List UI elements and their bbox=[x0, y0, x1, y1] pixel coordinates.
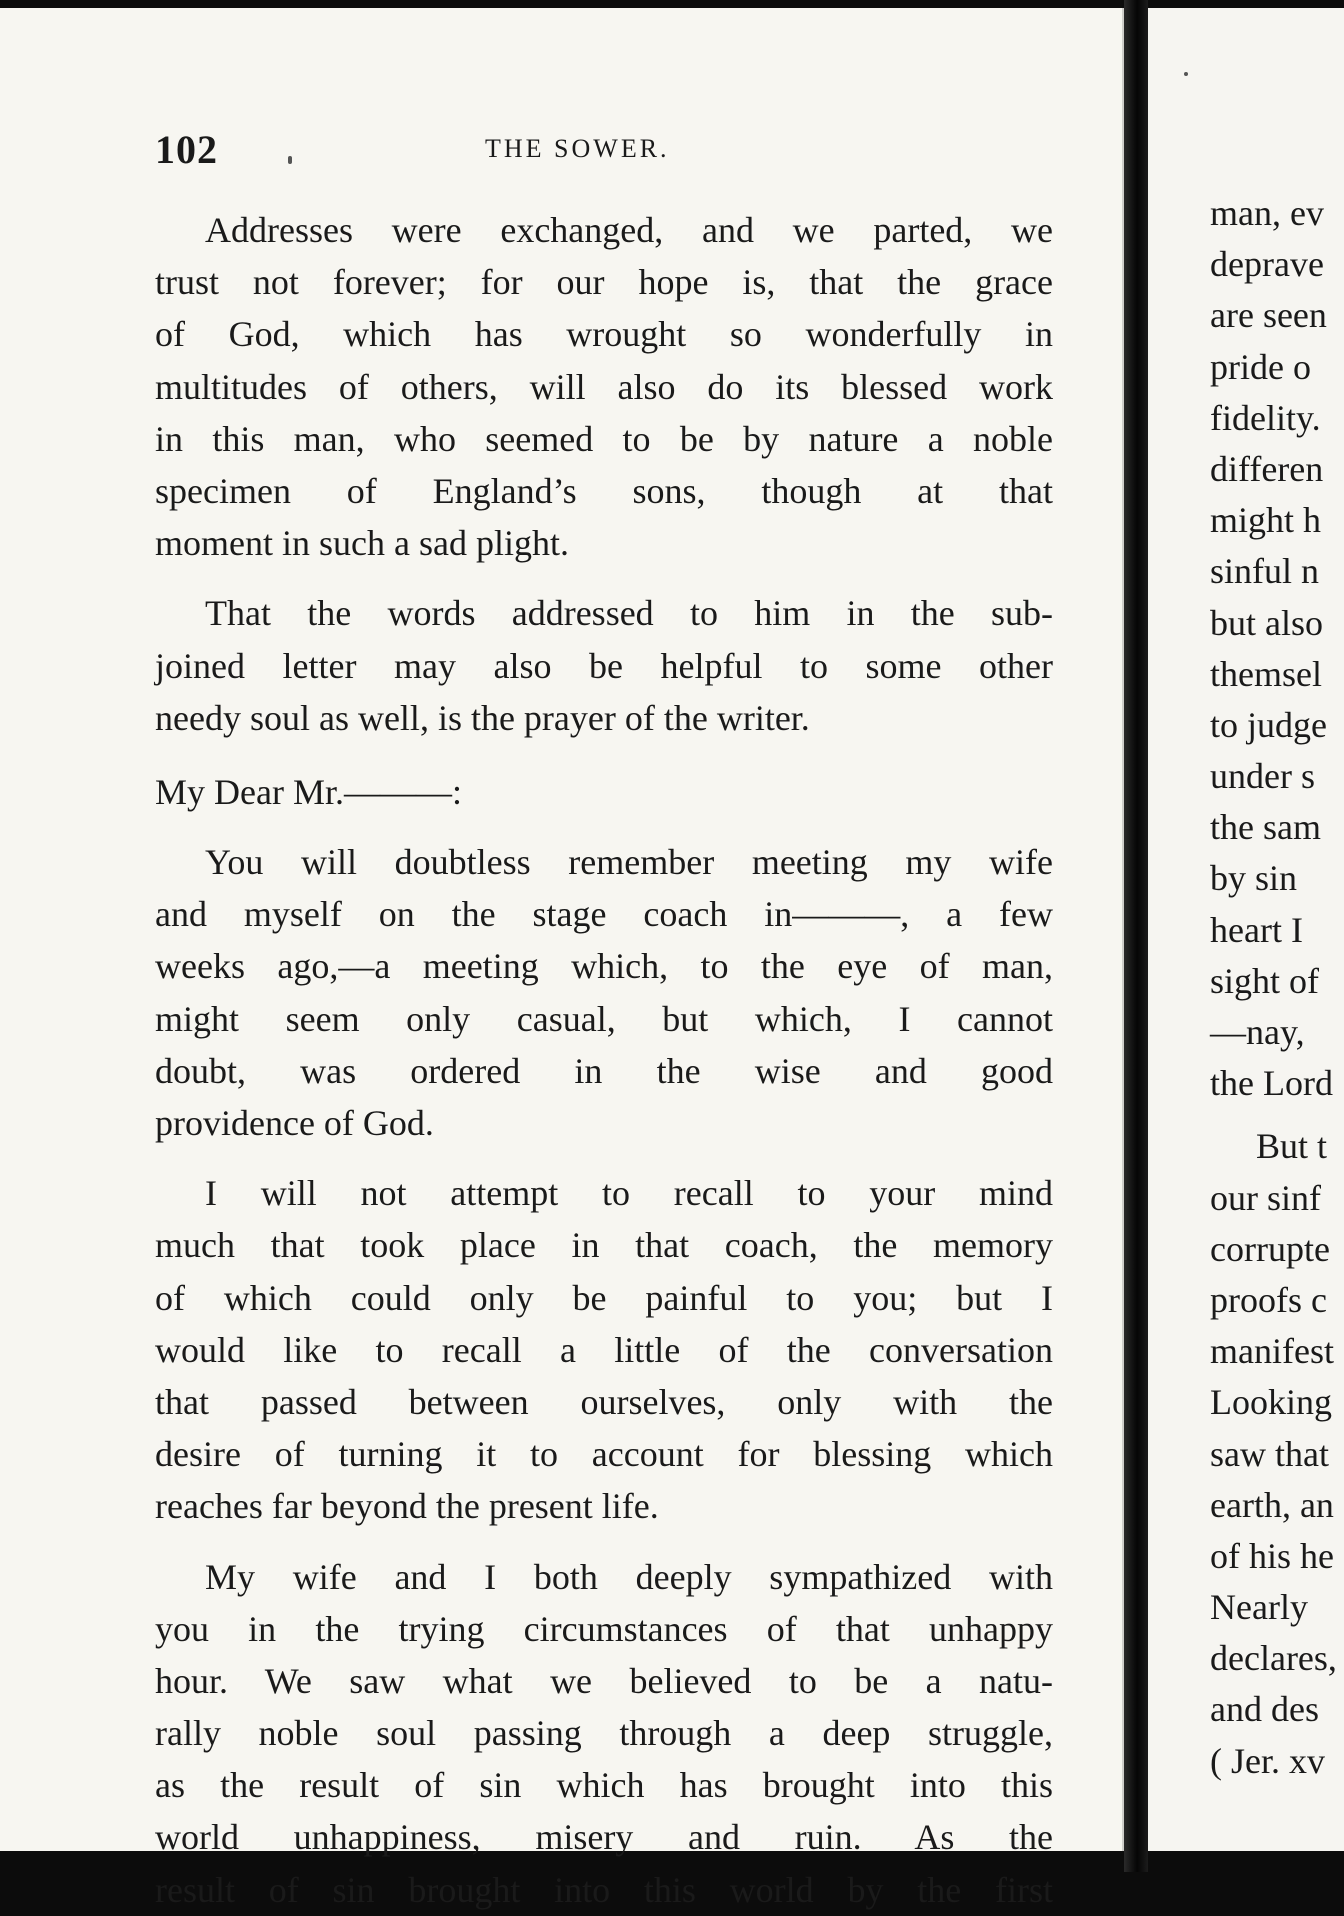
text-line: deprave bbox=[1210, 244, 1324, 285]
salutation bbox=[155, 766, 1053, 818]
text-line: You will doubtless remember meeting my wife bbox=[205, 842, 1053, 883]
paragraph bbox=[155, 587, 1053, 744]
text-line: heart I bbox=[1210, 909, 1303, 950]
text-line: man, ev bbox=[1210, 193, 1324, 233]
text-line: But t bbox=[1256, 1126, 1328, 1167]
text-line: trust not forever; for our hope is, that the grace bbox=[155, 262, 1053, 303]
text-line: —nay, bbox=[1210, 1012, 1305, 1052]
text-line: would like to recall a little of the conversation bbox=[155, 1329, 1053, 1370]
text-line: sinful n bbox=[1210, 551, 1320, 592]
text-line: My Dear Mr.———: bbox=[155, 771, 462, 812]
text-line: pride o bbox=[1210, 346, 1311, 387]
text-line: rally noble soul passing through a deep struggle, bbox=[155, 1713, 1053, 1754]
body-text bbox=[155, 204, 1053, 1916]
text-line: Addresses were exchanged, and we parted, we bbox=[205, 210, 1053, 250]
text-line: desire of turning it to account for blessing which bbox=[155, 1434, 1053, 1475]
text-line: joined letter may also be helpful to some other bbox=[155, 645, 1053, 686]
text-line: and myself on the stage coach in———, a few bbox=[155, 894, 1053, 935]
paragraph bbox=[155, 1551, 1053, 1916]
text-line: world unhappiness, misery and ruin. As the bbox=[155, 1817, 1053, 1858]
paragraph bbox=[155, 1167, 1053, 1532]
text-line: ( Jer. xv bbox=[1210, 1740, 1325, 1781]
text-line: providence of God. bbox=[155, 1103, 434, 1143]
paragraph bbox=[155, 204, 1053, 569]
text-line: the Lord bbox=[1210, 1063, 1333, 1104]
page-number: 102 bbox=[155, 127, 218, 172]
text-line: needy soul as well, is the prayer of the writer. bbox=[155, 697, 810, 738]
text-line: might seem only casual, but which, I cannot bbox=[155, 998, 1053, 1039]
text-line: in this man, who seemed to be by nature a noble bbox=[155, 418, 1053, 459]
text-line: corrupte bbox=[1210, 1228, 1330, 1269]
text-line: under s bbox=[1210, 756, 1315, 797]
paragraph bbox=[155, 836, 1053, 1149]
text-line: declares, bbox=[1210, 1638, 1337, 1679]
text-line: weeks ago,—a meeting which, to the eye of man, bbox=[155, 946, 1053, 987]
text-line: as the result of sin which has brought into this bbox=[155, 1765, 1053, 1806]
book-gutter bbox=[1124, 0, 1148, 1872]
text-line: multitudes of others, will also do its blessed work bbox=[155, 366, 1053, 407]
text-line: reaches far beyond the present life. bbox=[155, 1486, 659, 1527]
text-line: sight of bbox=[1210, 960, 1320, 1001]
ink-speck bbox=[1184, 72, 1188, 76]
text-line: differen bbox=[1210, 448, 1324, 489]
right-page bbox=[1148, 8, 1344, 1851]
text-line: of his he bbox=[1210, 1535, 1334, 1576]
ink-speck bbox=[288, 156, 292, 164]
text-line: saw that bbox=[1210, 1433, 1329, 1474]
text-line: by sin bbox=[1210, 858, 1298, 899]
text-line: My wife and I both deeply sympathized with bbox=[205, 1556, 1053, 1597]
text-line: themsel bbox=[1210, 653, 1322, 694]
text-line: proofs c bbox=[1210, 1279, 1327, 1320]
text-line: specimen of England’s sons, though at that bbox=[155, 470, 1053, 511]
text-line: manifest bbox=[1210, 1331, 1334, 1372]
text-line: to judge bbox=[1210, 704, 1327, 745]
text-line: result of sin brought into this world by the first bbox=[155, 1869, 1053, 1910]
right-page-text bbox=[1210, 188, 1337, 1787]
text-line: fidelity. bbox=[1210, 397, 1321, 438]
text-line: hour. We saw what we believed to be a natu- bbox=[155, 1660, 1053, 1701]
left-page bbox=[0, 8, 1124, 1910]
text-line: Looking bbox=[1210, 1382, 1332, 1423]
running-head: THE SOWER. bbox=[485, 134, 670, 163]
text-line: doubt, was ordered in the wise and good bbox=[155, 1050, 1053, 1091]
text-line: much that took place in that coach, the memory bbox=[155, 1225, 1053, 1266]
text-line: That the words addressed to him in the sub- bbox=[205, 593, 1053, 634]
text-line: might h bbox=[1210, 500, 1322, 541]
text-line: of God, which has wrought so wonderfully in bbox=[155, 314, 1053, 355]
text-line: the sam bbox=[1210, 807, 1321, 848]
text-line: Nearly bbox=[1210, 1587, 1308, 1628]
text-line: I will not attempt to recall to your mind bbox=[205, 1173, 1053, 1214]
text-line: of which could only be painful to you; but I bbox=[155, 1277, 1053, 1318]
text-line: moment in such a sad plight. bbox=[155, 523, 569, 564]
text-line: you in the trying circumstances of that unhappy bbox=[155, 1608, 1053, 1649]
text-line: that passed between ourselves, only with the bbox=[155, 1381, 1053, 1422]
text-line: our sinf bbox=[1210, 1177, 1321, 1218]
page-header bbox=[155, 126, 1015, 172]
text-line: but also bbox=[1210, 602, 1323, 643]
text-line: earth, an bbox=[1210, 1484, 1334, 1525]
text-line: and des bbox=[1210, 1689, 1319, 1730]
text-line: are seen bbox=[1210, 295, 1327, 336]
